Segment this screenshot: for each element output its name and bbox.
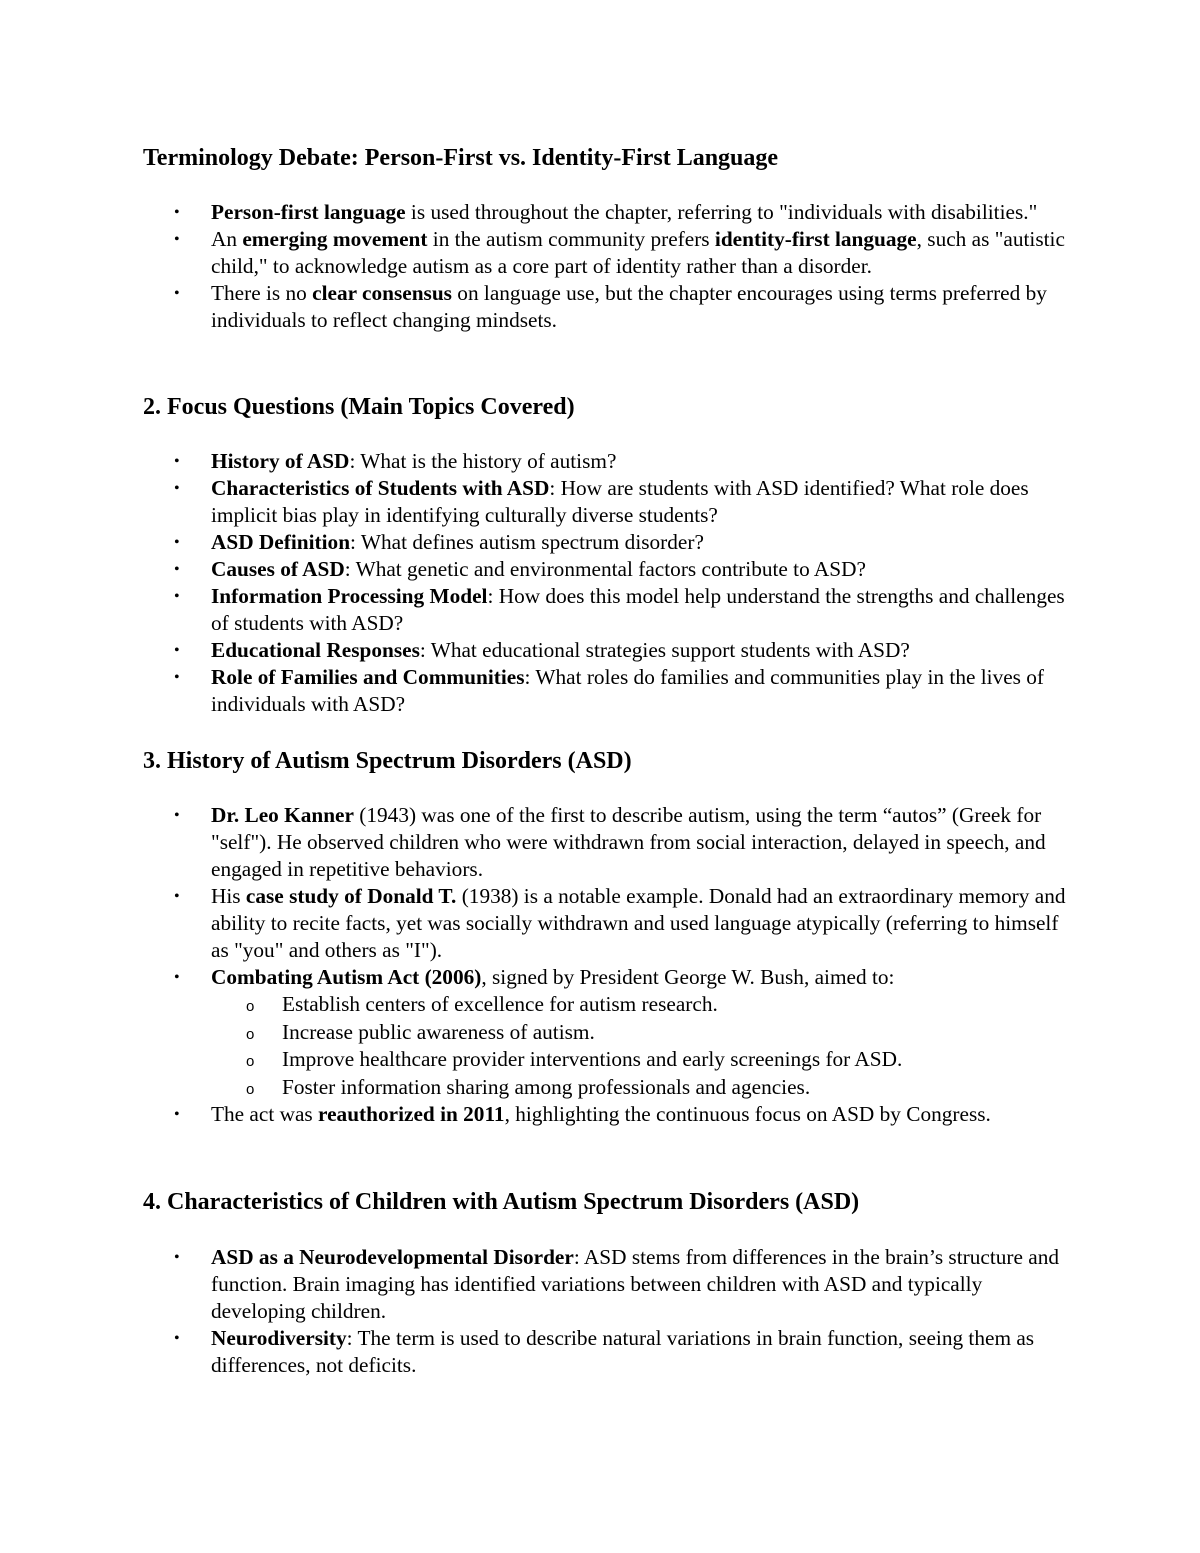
bullet-icon: • bbox=[174, 588, 180, 605]
bullet-icon: • bbox=[174, 453, 180, 470]
list-item bbox=[143, 280, 1068, 334]
item-text: in the autism community prefers bbox=[427, 227, 715, 251]
circle-bullet-icon: o bbox=[246, 1080, 255, 1098]
list-item bbox=[143, 448, 1068, 475]
bullet-icon: • bbox=[174, 231, 180, 248]
circle-bullet-icon: o bbox=[246, 1025, 255, 1043]
bold-term: reauthorized in 2011 bbox=[318, 1102, 505, 1126]
bullet-list bbox=[143, 199, 1068, 334]
bullet-icon: • bbox=[174, 669, 180, 686]
bullet-icon: • bbox=[174, 285, 180, 302]
circle-bullet-icon: o bbox=[246, 1053, 255, 1070]
bullet-list bbox=[143, 1244, 1068, 1379]
bullet-list bbox=[143, 448, 1068, 718]
sub-list-item bbox=[143, 1019, 1068, 1047]
item-text: : The term is used to describe natural variations in brain function, seeing them as differences, not deficits. bbox=[211, 1326, 1035, 1377]
list-item bbox=[143, 1244, 1068, 1325]
bullet-icon: • bbox=[174, 888, 180, 905]
bold-term: ASD as a Neurodevelopmental Disorder bbox=[211, 1245, 574, 1269]
list-item bbox=[143, 199, 1068, 226]
bold-term: case study of Donald T. bbox=[245, 884, 457, 908]
item-text: : What roles do families and communities play in the lives of individuals with ASD? bbox=[211, 665, 1045, 716]
item-text: , highlighting the continuous focus on ASD by Congress. bbox=[504, 1102, 991, 1126]
bullet-list bbox=[143, 802, 1068, 1128]
bold-term: Role of Families and Communities bbox=[211, 665, 525, 689]
sub-item-text: Increase public awareness of autism. bbox=[282, 1019, 595, 1044]
sub-item-text: Improve healthcare provider interventions and early screenings for ASD. bbox=[282, 1047, 903, 1071]
list-item bbox=[143, 802, 1068, 883]
item-text: : What educational strategies support students with ASD? bbox=[419, 638, 910, 662]
section-history bbox=[143, 746, 1068, 1128]
section-terminology bbox=[143, 143, 1068, 334]
bold-term: Dr. Leo Kanner bbox=[211, 803, 354, 827]
sub-list-item bbox=[143, 991, 1068, 1019]
list-item bbox=[143, 1101, 1068, 1128]
item-text: , such as "autistic child," to acknowledge autism as a core part of identity rather than a disorder. bbox=[211, 227, 1065, 278]
bold-term: Combating Autism Act (2006) bbox=[211, 965, 482, 989]
bullet-icon: • bbox=[174, 969, 180, 986]
item-text: : ASD stems from differences in the brain’s structure and function. Brain imaging has identified variations between children with ASD and typically developing children. bbox=[211, 1245, 1060, 1323]
list-item bbox=[143, 637, 1068, 664]
section-heading: 4. Characteristics of Children with Autism Spectrum Disorders (ASD) bbox=[143, 1189, 860, 1215]
bold-term: Educational Responses bbox=[211, 638, 420, 662]
item-text: (1938) is a notable example. Donald had an extraordinary memory and ability to recite facts, yet was socially withdrawn and used language atypically (referring to himself as "you" and others as "I"). bbox=[211, 884, 1066, 962]
circle-bullet-icon: o bbox=[246, 998, 255, 1015]
bold-term: identity-first language bbox=[714, 227, 917, 251]
bold-term: clear consensus bbox=[312, 281, 452, 305]
bold-term: Information Processing Model bbox=[211, 584, 488, 608]
list-item bbox=[143, 475, 1068, 529]
bullet-icon: • bbox=[174, 561, 180, 578]
list-item bbox=[143, 1325, 1068, 1379]
bold-term: emerging movement bbox=[242, 227, 428, 251]
section-characteristics bbox=[143, 1187, 1068, 1379]
sub-item-text: Establish centers of excellence for autism research. bbox=[282, 992, 718, 1016]
sub-bullet-list bbox=[211, 991, 1068, 1101]
sub-item-text: Foster information sharing among professionals and agencies. bbox=[282, 1074, 811, 1099]
bold-term: Neurodiversity bbox=[211, 1326, 347, 1350]
bullet-icon: • bbox=[174, 204, 180, 221]
item-text: , signed by President George W. Bush, aimed to: bbox=[481, 965, 895, 989]
item-text: : How does this model help understand the strengths and challenges of students with ASD? bbox=[211, 584, 1065, 635]
bold-term: ASD Definition bbox=[211, 530, 351, 554]
list-item bbox=[143, 964, 1068, 1101]
list-item bbox=[143, 556, 1068, 583]
sub-list-item bbox=[143, 1074, 1068, 1102]
item-text: : How are students with ASD identified? What role does implicit bias play in identifying culturally diverse students? bbox=[211, 476, 1029, 527]
sub-list-item bbox=[143, 1046, 1068, 1074]
bold-term: History of ASD bbox=[211, 449, 350, 473]
bullet-icon: • bbox=[174, 534, 180, 551]
bold-term: Causes of ASD bbox=[211, 557, 345, 581]
item-text: is used throughout the chapter, referring to "individuals with disabilities." bbox=[405, 200, 1038, 224]
bullet-icon: • bbox=[174, 1106, 180, 1123]
item-text: : What genetic and environmental factors contribute to ASD? bbox=[344, 557, 866, 581]
bullet-icon: • bbox=[174, 1330, 180, 1347]
section-heading: 2. Focus Questions (Main Topics Covered) bbox=[143, 394, 575, 420]
list-item bbox=[143, 883, 1068, 964]
bullet-icon: • bbox=[174, 642, 180, 659]
section-focus-questions bbox=[143, 392, 1068, 718]
item-text: (1943) was one of the first to describe autism, using the term “autos” (Greek for "self"). He observed children who were withdrawn from social interaction, delayed in speech, and engaged in repetitive behaviors. bbox=[211, 803, 1046, 881]
bullet-icon: • bbox=[174, 1249, 180, 1266]
bullet-icon: • bbox=[174, 480, 180, 497]
list-item bbox=[143, 583, 1068, 637]
item-text: There is no bbox=[211, 281, 313, 305]
bullet-icon: • bbox=[174, 807, 180, 824]
list-item bbox=[143, 226, 1068, 280]
list-item bbox=[143, 664, 1068, 718]
item-text: on language use, but the chapter encourages using terms preferred by individuals to reflect changing mindsets. bbox=[211, 281, 1047, 332]
item-text: His bbox=[211, 884, 246, 908]
list-item bbox=[143, 529, 1068, 556]
item-text: : What is the history of autism? bbox=[349, 449, 617, 473]
item-text: : What defines autism spectrum disorder? bbox=[350, 530, 704, 554]
bold-term: Characteristics of Students with ASD bbox=[211, 476, 550, 500]
item-text: The act was bbox=[211, 1102, 319, 1126]
item-text: An bbox=[211, 227, 243, 251]
bold-term: Person-first language bbox=[211, 200, 406, 224]
section-heading: 3. History of Autism Spectrum Disorders (ASD) bbox=[143, 748, 632, 774]
section-heading: Terminology Debate: Person-First vs. Identity-First Language bbox=[143, 145, 779, 171]
